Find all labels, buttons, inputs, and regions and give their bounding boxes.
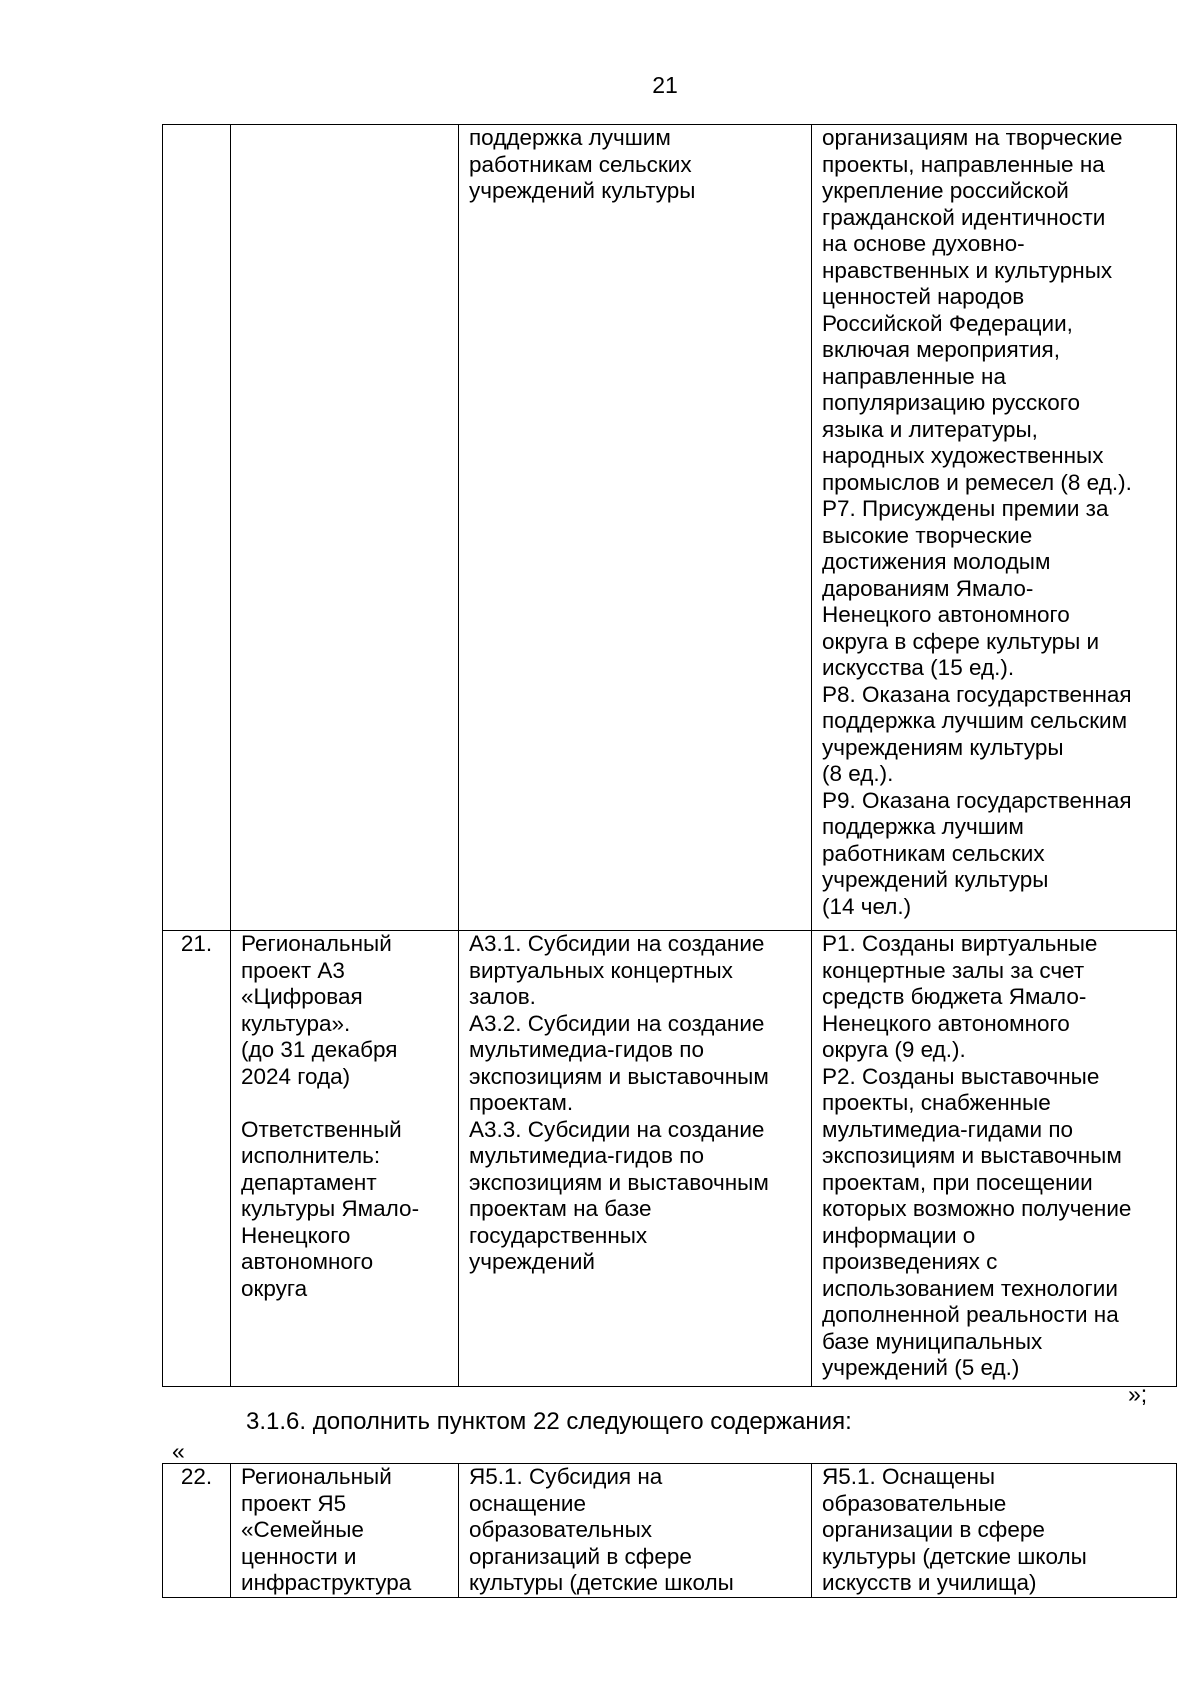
amendment-paragraph: 3.1.6. дополнить пунктом 22 следующего содержания:: [246, 1408, 852, 1435]
activities-cell: поддержка лучшим работникам сельских учреждений культуры: [459, 125, 812, 931]
opening-quote-mark: «: [172, 1438, 185, 1464]
closing-quote-mark: »;: [1128, 1381, 1148, 1407]
activities-cell: А3.1. Субсидии на создание виртуальных концертных залов. А3.2. Субсидии на создание мультимедиа-гидов по экспозициям и выставочным проектам. А3.3. Субсидии на создание мультимедиа-гидов по экспозициям и выставочным проектам на базе государственных учреждений: [459, 931, 812, 1387]
row-number-cell: 21.: [163, 931, 231, 1387]
results-cell: Я5.1. Оснащены образовательные организации в сфере культуры (детские школы искусств и училища): [812, 1464, 1177, 1598]
continued-program-table: [162, 124, 1177, 1387]
row-number-cell: [163, 125, 231, 931]
project-cell: Региональный проект А3 «Цифровая культура». (до 31 декабря 2024 года) Ответственный исполнитель: департамент культуры Ямало- Ненецкого автономного округа: [231, 931, 459, 1387]
new-program-table: [162, 1463, 1177, 1598]
activities-cell: Я5.1. Субсидия на оснащение образовательных организаций в сфере культуры (детские школы: [459, 1464, 812, 1598]
page-number: 21: [652, 72, 678, 98]
table-row: [163, 1464, 1177, 1598]
project-cell: Региональный проект Я5 «Семейные ценности и инфраструктура: [231, 1464, 459, 1598]
table-row: [163, 125, 1177, 931]
project-cell: [231, 125, 459, 931]
table-row: [163, 931, 1177, 1387]
results-cell: организациям на творческие проекты, направленные на укрепление российской гражданской идентичности на основе духовно- нравственных и культурных ценностей народов Российской Федерации, включая мероприятия, направленные на популяризацию русского языка и литературы, народных художественных промыслов и ремесел (8 ед.). Р7. Присуждены премии за высокие творческие достижения молодым дарованиям Ямало- Ненецкого автономного округа в сфере культуры и искусства (15 ед.). Р8. Оказана государственная поддержка лучшим сельским учреждениям культуры (8 ед.). Р9. Оказана государственная поддержка лучшим работникам сельских учреждений культуры (14 чел.): [812, 125, 1177, 931]
results-cell: Р1. Созданы виртуальные концертные залы за счет средств бюджета Ямало- Ненецкого автономного округа (9 ед.). Р2. Созданы выставочные проекты, снабженные мультимедиа-гидами по экспозициям и выставочным проектам, при посещении которых возможно получение информации о произведениях с использованием технологии дополненной реальности на базе муниципальных учреждений (5 ед.): [812, 931, 1177, 1387]
row-number-cell: 22.: [163, 1464, 231, 1598]
